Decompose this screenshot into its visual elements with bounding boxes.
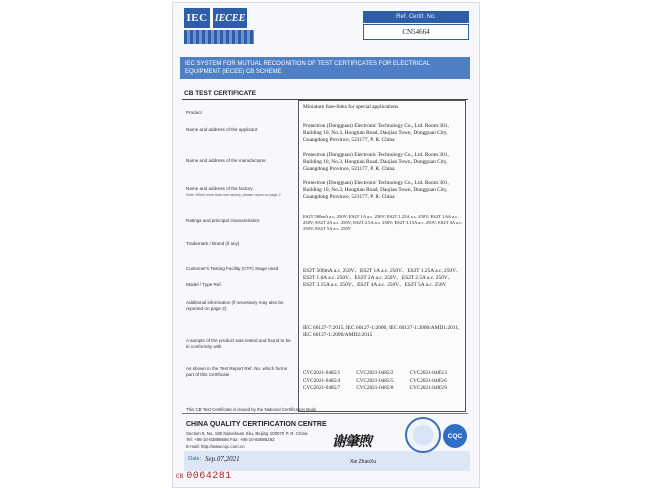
label-factory [186, 186, 291, 198]
ncb-address-block [186, 431, 307, 450]
logo-pattern [184, 30, 254, 44]
signatory-name: Xie ZhaoXu [350, 459, 377, 465]
iec-logo: IEC [184, 8, 210, 28]
label-standard: A sample of the product was tested and found to be in conformity with [186, 338, 291, 349]
signature: 谢肇煦 [332, 434, 371, 450]
certificate-title: CB TEST CERTIFICATE [184, 90, 257, 97]
test-report-ref: CVC2021-0485/2 [356, 370, 394, 376]
value-ratings: ES2T 500mA a.c. 250V; ES2T 1A a.c. 250V; ES2T 1.25A a.c. 250V; ES2T 1.6A a.c. 250V; ES2T 2A a.c. 250V; ES2T 2.5A a.c. 250V; ES2T 3.15A a.c. 250V; ES2T 4A a.c. 250V; ES2T 5A a.c. 250V [303, 214, 463, 231]
value-manufacturer: Protectron (Dongguan) Electronic Technology Co., Ltd. Room 301, Building 10, No.3, Hongtian Road, Daojiao Town, Dongguan City, Guangdong Province, 523177, P. R. China [303, 152, 449, 172]
test-report-ref: CVC2021-0485/4 [303, 377, 341, 384]
value-factory: Protectron (Dongguan) Electronic Technology Co., Ltd. Room 301, Building 10, No.3, Hongtian Road, Daojiao Town, Dongguan City, Guangdong Province, 523177, P. R. China [303, 180, 449, 200]
label-ctf-stage: Customer's Testing Facility (CTF) Stage used [186, 266, 279, 271]
test-report-ref: CVC2021-0485/8 [356, 385, 394, 391]
test-report-refs [303, 370, 463, 393]
label-test-report: As shown in the Test Report Ref. No. which forms part of this Certificate [186, 366, 288, 377]
ncb-contact: Tel: +86-10-83886666 Fax: +86-10-83886262 [186, 437, 275, 443]
label-model: Model / Type Ref. [186, 282, 222, 287]
ncb-address: Section 9, No. 188 Nansihuan Xilu, Beijing 100070 P. R. China [186, 431, 308, 436]
ncb-email: E-mail: http://www.cqc.com.cn [186, 443, 245, 449]
date-value: Sep.07,2021 [205, 455, 240, 463]
ncb-name: CHINA QUALITY CERTIFICATION CENTRE [186, 421, 327, 428]
cqc-logo: CQC [443, 424, 467, 448]
label-additional: Additional information (if necessary may also be reported on page 2) [186, 300, 284, 311]
value-product: Miniature fuse-links for special applications [303, 104, 399, 110]
footer-divider [182, 413, 468, 414]
cqc-seal-icon [405, 417, 441, 453]
ref-certif-label: Ref. Certif. No. [363, 11, 469, 23]
test-report-ref: CVC2021-0485/6 [409, 377, 447, 384]
label-ratings: Ratings and principal characteristics [186, 218, 260, 223]
test-report-ref: CVC2021-0485/1 [303, 370, 341, 376]
test-report-ref: CVC2021-0485/7 [303, 385, 341, 391]
label-product: Product [186, 110, 202, 115]
test-report-ref: CVC2021-0485/3 [409, 370, 447, 376]
date-label: Date: [188, 456, 201, 462]
issued-note: This CB Test Certificate is issued by the National Certification Body [186, 407, 317, 412]
scheme-banner: IEC SYSTEM FOR MUTUAL RECOGNITION OF TEST CERTIFICATES FOR ELECTRICAL EQUIPMENT (IECEE) CB SCHEME [180, 57, 470, 79]
serial-prefix: CB [176, 473, 184, 480]
iecee-logo: IECEE [213, 8, 247, 28]
value-standard: IEC 60127-7:2015, IEC 60127-1:2006, IEC 60127-1:2006/AMD1:2011, IEC 60127-1:2006/AMD2:2015 [303, 325, 460, 338]
value-model: ES2T 500mA a.c. 250V、ES2T 1A a.c. 250V、ES2T 1.25A a.c. 250V、ES2T 1.6A a.c. 250V、ES2T 2A a.c. 250V、ES2T 2.5A a.c. 250V、ES2T 3.15A a.c. 250V、ES2T 4A a.c. 250V、ES2T 5A a.c. 250V [303, 268, 462, 288]
content-box [298, 100, 466, 412]
label-factory-note: Note: When more than one factory, please report on page 2 [186, 193, 281, 197]
serial-value: 0064281 [186, 471, 232, 482]
label-factory-text: Name and address of the factory [186, 186, 253, 191]
serial-number [176, 471, 232, 482]
ref-certif-value: CN54664 [363, 24, 469, 40]
value-applicant: Protectron (Dongguan) Electronic Technology Co., Ltd. Room 301, Building 10, No.3, Hongtian Road, Daojiao Town, Dongguan City, Guangdong Province, 523177, P. R. China [303, 123, 449, 143]
label-trademark: Trademark / Brand (if any) [186, 241, 240, 246]
test-report-ref: CVC2021-0485/9 [409, 385, 447, 391]
label-applicant: Name and address of the applicant [186, 127, 258, 132]
test-report-ref: CVC2021-0485/5 [356, 377, 394, 384]
label-manufacturer: Name and address of the manufacturer [186, 158, 266, 163]
